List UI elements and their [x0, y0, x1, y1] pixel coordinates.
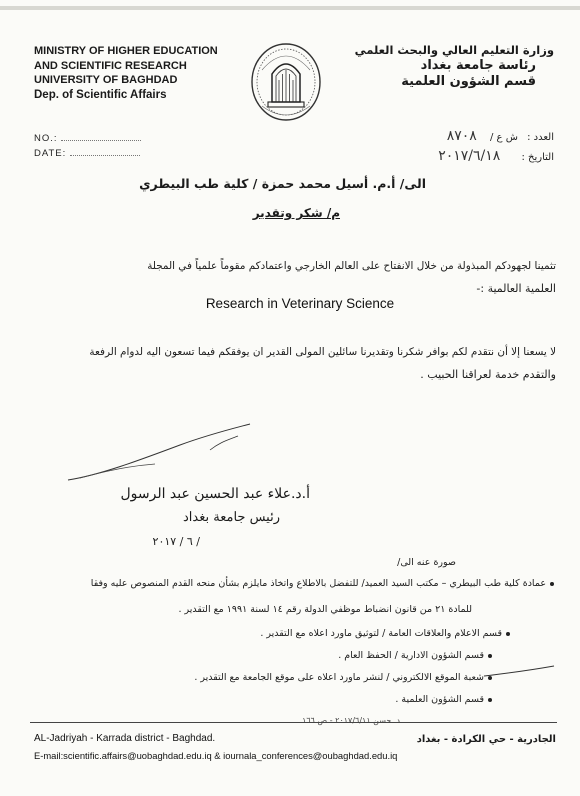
cc-heading: صورة عنه الى/ [397, 557, 456, 568]
signatory-name: أ.د.علاء عبد الحسين عبد الرسول [120, 486, 310, 502]
letterhead-ar-university: رئاسة جامعة بغداد [420, 58, 536, 73]
letterhead-ar-ministry: وزارة التعليم العالي والبحث العلمي [354, 43, 554, 57]
body-line-1: تثمينا لجهودكم المبذولة من خلال الانفتاح على العالم الخارجي واعتمادكم مقوماً علمياً في المجلة [147, 260, 556, 272]
date-dotted-line [70, 155, 140, 156]
letterhead-line-university: UNIVERSITY OF BAGHDAD [34, 74, 178, 86]
footer-divider [30, 722, 557, 723]
signatory-title: رئيس جامعة بغداد [183, 510, 280, 525]
ar-number-label: العدد : [527, 132, 554, 143]
journal-title: Research in Veterinary Science [205, 296, 395, 311]
bullet-icon [488, 654, 492, 658]
ar-date-label: التاريخ : [521, 152, 554, 163]
letterhead-line-research: AND SCIENTIFIC RESEARCH [34, 59, 187, 72]
cc-item-1-continued: للمادة ٢١ من قانون انضباط موظفي الدولة رقم ١٤ لسنة ١٩٩١ مع التقدير . [178, 604, 472, 615]
english-letterhead [34, 44, 254, 102]
cc-item-2: قسم الاعلام والعلاقات العامة / لتوثيق ماورد اعلاه مع التقدير . [260, 628, 510, 639]
footer-address: AL-Jadriyah - Karrada district - Baghdad. [34, 733, 216, 744]
footer-address-arabic: الجادرية - حي الكرادة - بغداد [416, 734, 556, 745]
cc-item-5: قسم الشؤون العلمية . [395, 694, 492, 705]
cc-item-1: عمادة كلية طب البيطري – مكتب السيد العميد/ للتفضل بالاطلاع واتخاذ مايلزم بشأن منحه القدم المنصوص عليه وفقا [91, 578, 554, 589]
no-dotted-line [61, 140, 141, 141]
ar-date-value: ٢٠١٧/٦/١٨ [438, 148, 501, 164]
university-logo [248, 40, 324, 124]
date-field [34, 148, 140, 159]
bullet-icon [506, 632, 510, 636]
arabic-letterhead [354, 42, 554, 90]
handwritten-tick-mark [480, 664, 560, 684]
letterhead-line-department: Dep. of Scientific Affairs [34, 88, 167, 101]
footer-email: E-mail:scientific.affairs@uobaghdad.edu.iq & iournala_conferences@oubaghdad.edu.iq [34, 750, 398, 761]
no-label: NO.: [34, 133, 58, 144]
handwritten-signature [60, 420, 260, 490]
bullet-icon [488, 698, 492, 702]
body-line-3: لا يسعنا إلا أن نتقدم لكم بوافر شكرنا وتقديرنا سائلين المولى القدير ان يوفقكم فيما تسعون اليه لدوام الرفعة [89, 346, 556, 358]
body-line-4: والتقدم خدمة لعراقنا الحبيب . [420, 368, 556, 381]
ar-number-value: ٨٧٠٨ [446, 128, 477, 144]
archive-reference: د. حسن ٢٠١٧/٦/١١ - ص ١٦٦ [302, 716, 400, 725]
ar-number-field [447, 128, 554, 144]
cc-item-4: شعبة الموقع الالكتروني / لنشر ماورد اعلاه على موقع الجامعة مع التقدير . [194, 672, 492, 683]
subject: م/ شكر وتقدير [252, 206, 340, 220]
cc-item-3: قسم الشؤون الادارية / الحفظ العام . [338, 650, 492, 661]
ar-date-field [438, 148, 554, 164]
date-label: DATE: [34, 148, 67, 159]
ar-number-prefix: ش ع / [490, 132, 518, 143]
no-field [34, 133, 141, 144]
addressee: الى/ أ.م. أسيل محمد حمزة / كلية طب البيطري [139, 176, 426, 191]
letterhead-line-ministry: MINISTRY OF HIGHER EDUCATION [34, 45, 218, 57]
top-border [0, 6, 580, 10]
letterhead-ar-department: قسم الشؤون العلمية [401, 74, 536, 89]
body-line-2: العلمية العالمية :- [476, 282, 556, 295]
bullet-icon [550, 582, 554, 586]
signature-date: / ٦ / ٢٠١٧ [152, 535, 200, 548]
